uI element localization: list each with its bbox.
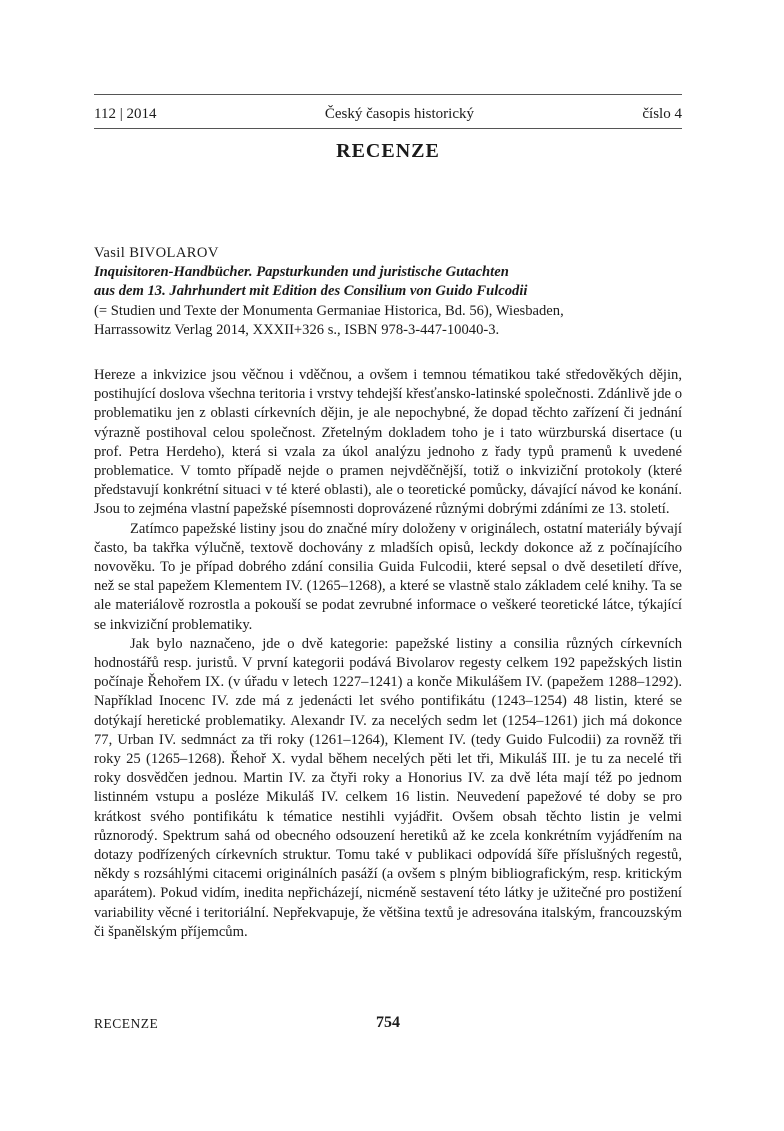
body-paragraph-1: Hereze a inkvizice jsou věčnou i vděčnou, a ovšem i temnou tématikou také středověkých dějin, postihující doslova všechna teritoria i vrstvy tehdejší křesťansko-latinské společnosti. Zdánlivě jde o problematiku jen z oblasti církevních dějin, je ale nepochybné, že dopad těchto zařízení či jednání výrazně postihoval celou společnost. Zřetelným dokladem toho je i tato würzburská disertace (u prof. Petra Herdeho), která si vzala za úkol analýzu jednoho z řady typů pramenů k uvedené problematice. V tomto případě nejde o pramen nejvděčnější, totiž o inkviziční protokoly (které představují konkrétní situaci v té které oblasti), ale o teoretické pomůcky, dávající návod ke konání. Jsou to zejména vlastní papežské písemnosti doprovázené různými dobrými zdáními ze 13. století. [94,367,682,518]
running-header [94,104,682,124]
footer-section-label: RECENZE [94,1016,159,1031]
review-body [94,366,682,942]
reviewed-title-line-2: aus dem 13. Jahrhundert mit Edition des Consilium von Guido Fulcodii [94,283,528,300]
header-top-rule [94,94,682,95]
reviewed-title-line-1: Inquisitoren-Handbücher. Papsturkunden und juristische Gutachten [94,264,509,281]
page-number: 754 [376,1014,400,1031]
header-journal-title: Český časopis historický [324,105,474,122]
body-paragraph-2: Zatímco papežské listiny jsou do značné míry doloženy v originálech, ostatní materiály bývají často, ba takřka výlučně, textově dochovány z mladších opisů, leckdy dokonce až z počínajícího novověku. To je případ dobrého zdání consilia Guida Fulcodii, které sepsal o dvě desetiletí dříve, než se stal papežem Klementem IV. (1265–1268), a které se vlastně stalo základem celé knihy. Ta se ale materiálově rozrostla a pokouší se podat zevrubné informace o veškeré teoretické látce, týkající se inkviziční problematiky. [94,520,682,633]
section-title: RECENZE [336,140,440,162]
body-paragraph-3: Jak bylo naznačeno, jde o dvě kategorie: papežské listiny a consilia různých církevních hodnostářů resp. juristů. V první kategorii podává Bivolarov regesty celkem 192 papežských listin počínaje Řehořem IX. (v úřadu v letech 1227–1241) a konče Mikulášem IV. (papežem 1288–1292). Například Inocenc IV. zde má z jedenácti let svého pontifikátu (1243–1254) 48 listin, které se dotýkají heretické problematiky. Alexandr IV. za necelých sedm let (1254–1261) jich má dokonce 77, Urban IV. sedmnáct za tři roky (1261–1264), Klement IV. (tedy Guido Fulcodii) za rovněž tři roky 25 (1265–1268). Řehoř X. vydal během necelých pěti let tři, Mikuláš III. je tu za necelé tři roky dosvědčen jednou. Martin IV. za čtyři roky a Honorius IV. za dvě léta mají též po jednom listinném vstupu a posléze Mikuláš IV. celkem 16 listin. Neuvedení papežové té doby se pro krátkost svého pontifikátu k tématice nestihli vyjádřit. Ovšem obsah těchto listin je velmi různorodý. Spektrum sahá od obecného odsouzení heretiků až ke zcela konkrétním vyjádřením na dotazy podřízených církevních struktur. Tomu také v publikaci odpovídá šíře příslušných regestů, někdy s rozsáhlými citacemi originálních pasáží (a ovšem s plným bibliografickým, resp. kritickým aparátem). Pokud vidím, inedita nepřicházejí, nicméně sestavení této látky je užitečné pro postižení variability věcné i teritoriální. Nepřekvapuje, že většina textů je adresována italským, francouzským či španělským příjemcům. [94,635,682,940]
header-issue-number: číslo 4 [642,105,682,122]
reviewed-publisher-line: Harrassowitz Verlag 2014, XXXII+326 s., ISBN 978-3-447-10040-3. [94,321,500,338]
header-bottom-rule [94,128,682,129]
review-bibliographic-entry [94,244,682,340]
reviewed-series-line: (= Studien und Texte der Monumenta Germaniae Historica, Bd. 56), Wiesbaden, [94,302,564,319]
reviewed-author: Vasil BIVOLAROV [94,245,219,261]
header-volume-year: 112 | 2014 [94,105,157,122]
